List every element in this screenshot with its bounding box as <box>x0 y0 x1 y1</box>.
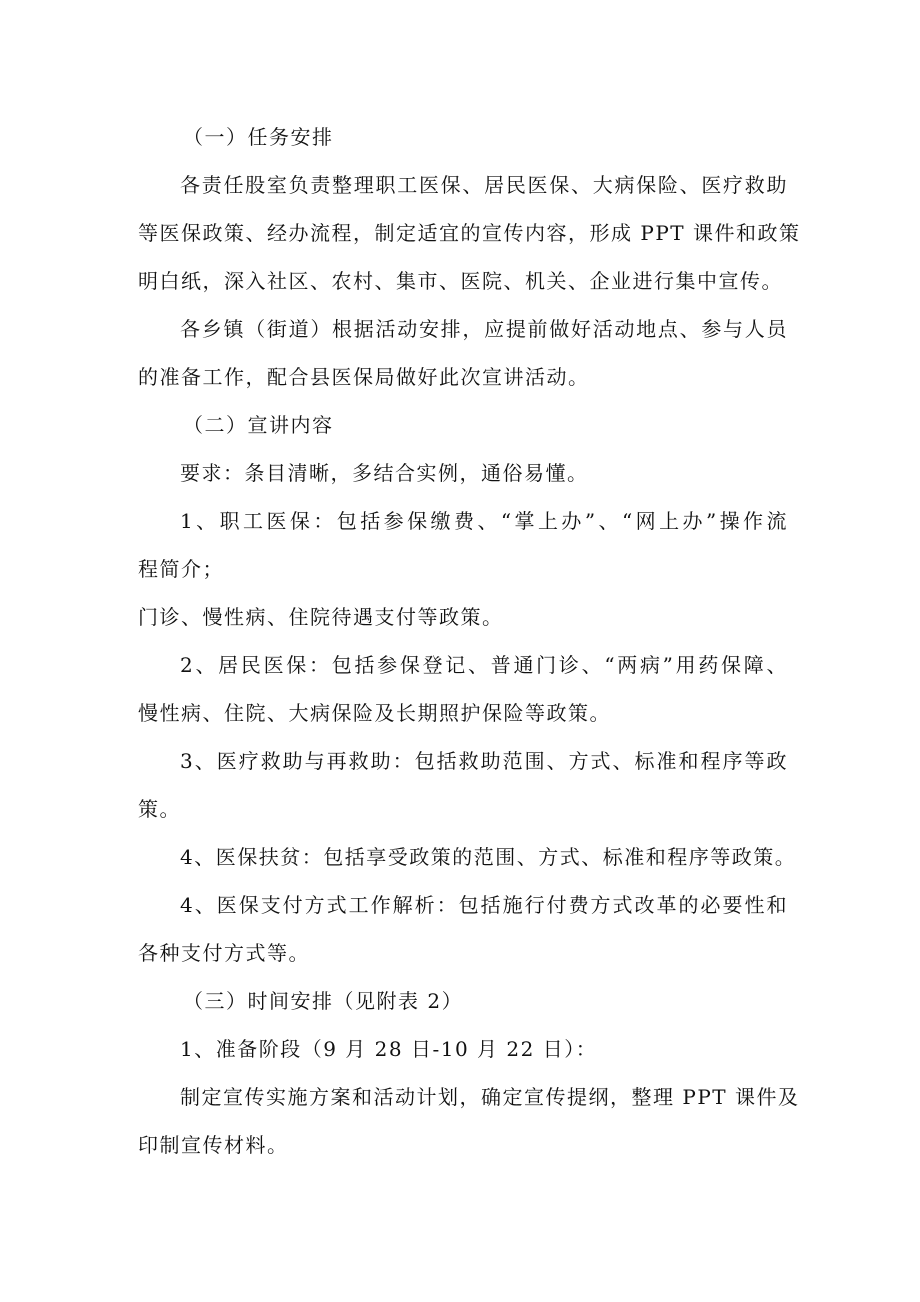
list-item-line: 1、职工医保：包括参保缴费、“掌上办”、“网上办”操作流 <box>180 509 788 533</box>
paragraph-line: 明白纸，深入社区、农村、集市、医院、机关、企业进行集中宣传。 <box>138 269 783 293</box>
paragraph-line: 制定宣传实施方案和活动计划，确定宣传提纲，整理 PPT 课件及 <box>180 1085 800 1109</box>
paragraph-line: 要求：条目清晰，多结合实例，通俗易懂。 <box>180 461 589 485</box>
paragraph-line: 各乡镇（街道）根据活动安排，应提前做好活动地点、参与人员 <box>180 317 788 341</box>
list-item-line: 程简介； <box>138 557 224 581</box>
list-item-line: 4、医保扶贫：包括享受政策的范围、方式、标准和程序等政策。 <box>180 845 797 869</box>
list-item-line: 4、医保支付方式工作解析：包括施行付费方式改革的必要性和 <box>180 893 788 917</box>
list-item-line: 策。 <box>138 797 181 821</box>
section-heading-time-arrangement: （三）时间安排（见附表 2） <box>183 989 464 1013</box>
list-item-line: 慢性病、住院、大病保险及长期照护保险等政策。 <box>138 701 611 725</box>
list-item-line: 1、准备阶段（9 月 28 日-10 月 22 日）： <box>180 1037 598 1061</box>
section-heading-task-arrangement: （一）任务安排 <box>183 125 334 149</box>
list-item-line: 3、医疗救助与再救助：包括救助范围、方式、标准和程序等政 <box>180 749 788 773</box>
paragraph-line: 门诊、慢性病、住院待遇支付等政策。 <box>138 605 504 629</box>
paragraph-line: 各责任股室负责整理职工医保、居民医保、大病保险、医疗救助 <box>180 173 788 197</box>
paragraph-line: 印制宣传材料。 <box>138 1133 289 1157</box>
paragraph-line: 等医保政策、经办流程，制定适宜的宣传内容，形成 PPT 课件和政策 <box>138 221 801 245</box>
list-item-line: 2、居民医保：包括参保登记、普通门诊、“两病”用药保障、 <box>180 653 788 677</box>
paragraph-line: 的准备工作，配合县医保局做好此次宣讲活动。 <box>138 365 590 389</box>
section-heading-lecture-content: （二）宣讲内容 <box>183 413 334 437</box>
document-body <box>138 113 801 1169</box>
list-item-line: 各种支付方式等。 <box>138 941 310 965</box>
